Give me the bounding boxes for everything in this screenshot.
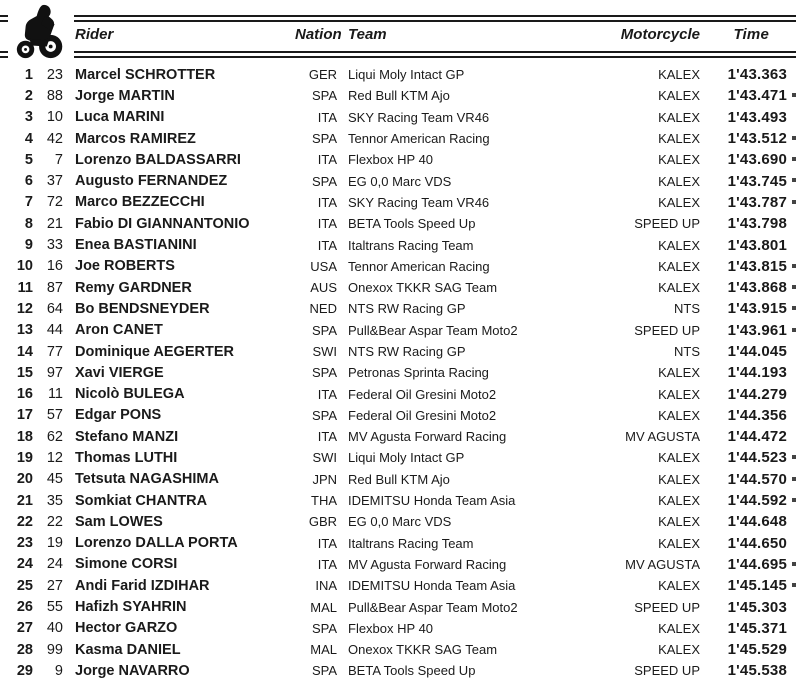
lap-time-cell: 1'44.592 [727, 492, 787, 510]
rider-name-cell: Dominique AEGERTER [75, 343, 234, 360]
lap-time-cell: 1'43.961 [727, 321, 787, 339]
cutoff-mark [792, 178, 796, 182]
rider-name-cell: Enea BASTIANINI [75, 237, 197, 254]
nation-cell: ITA [317, 237, 337, 253]
nation-cell: NED [309, 301, 337, 317]
bike-number-cell: 77 [46, 343, 63, 360]
table-row [0, 383, 796, 404]
nation-cell: THA [311, 493, 337, 509]
position-cell: 2 [24, 87, 33, 104]
rider-name-cell: Lorenzo DALLA PORTA [75, 535, 238, 552]
nation-cell: SPA [311, 620, 337, 636]
team-cell: Pull&Bear Aspar Team Moto2 [348, 322, 518, 338]
position-cell: 26 [16, 599, 33, 616]
nation-cell: ITA [317, 535, 337, 551]
column-team: Team [348, 26, 387, 43]
position-cell: 23 [16, 535, 33, 552]
cutoff-mark [792, 264, 796, 268]
position-cell: 14 [16, 343, 33, 360]
cutoff-mark [792, 200, 796, 204]
nation-cell: MAL [310, 599, 337, 615]
team-cell: Pull&Bear Aspar Team Moto2 [348, 599, 518, 615]
motorcycle-cell: MV AGUSTA [625, 556, 700, 572]
nation-cell: SPA [311, 322, 337, 338]
rider-name-cell: Augusto FERNANDEZ [75, 173, 228, 190]
team-cell: Flexbox HP 40 [348, 152, 434, 168]
team-cell: Federal Oil Gresini Moto2 [348, 386, 497, 402]
motorcycle-cell: NTS [674, 344, 700, 359]
rider-name-cell: Jorge NAVARRO [75, 662, 190, 679]
rider-name-cell: Somkiat CHANTRA [75, 492, 208, 509]
team-cell: EG 0,0 Marc VDS [348, 514, 452, 530]
motorcycle-cell: KALEX [658, 407, 700, 423]
rider-name-cell: Remy GARDNER [75, 279, 192, 296]
bike-number-cell: 35 [46, 492, 63, 509]
rider-name-cell: Stefano MANZI [75, 428, 179, 445]
position-cell: 5 [24, 151, 33, 168]
lap-time-cell: 1'44.650 [727, 534, 787, 552]
lap-time-cell: 1'44.695 [727, 555, 787, 573]
team-cell: Liqui Moly Intact GP [348, 450, 465, 466]
position-cell: 29 [16, 662, 33, 679]
motorcycle-cell: KALEX [658, 109, 700, 125]
table-row [0, 170, 796, 191]
bike-number-cell: 16 [46, 258, 63, 275]
lap-time-cell: 1'43.787 [727, 193, 787, 211]
table-row [0, 149, 796, 170]
position-cell: 18 [16, 428, 33, 445]
cutoff-mark [792, 285, 796, 289]
position-cell: 17 [16, 407, 33, 424]
lap-time-cell: 1'45.145 [727, 577, 787, 595]
bike-number-cell: 62 [46, 428, 63, 445]
motorcycle-cell: KALEX [658, 88, 700, 104]
lap-time-cell: 1'45.303 [727, 598, 787, 616]
column-motorcycle: Motorcycle [620, 26, 700, 43]
lap-time-cell: 1'44.279 [727, 385, 787, 403]
column-nation: Nation [295, 26, 342, 43]
table-row [0, 277, 796, 298]
motorcycle-cell: KALEX [658, 194, 700, 210]
table-row [0, 447, 796, 468]
header-rule-bottom-2 [0, 56, 796, 58]
team-cell: SKY Racing Team VR46 [348, 194, 490, 210]
motorcycle-cell: KALEX [658, 237, 700, 253]
bike-number-cell: 24 [46, 556, 63, 573]
position-cell: 28 [16, 641, 33, 658]
position-cell: 24 [16, 556, 33, 573]
motorcycle-cell: KALEX [658, 152, 700, 168]
position-cell: 9 [24, 237, 33, 254]
lap-time-cell: 1'44.472 [727, 428, 787, 446]
rider-name-cell: Hector GARZO [75, 620, 178, 637]
rider-name-cell: Nicolò BULEGA [75, 386, 185, 403]
cutoff-mark [792, 583, 796, 587]
bike-number-cell: 99 [46, 641, 63, 658]
team-cell: Red Bull KTM Ajo [348, 471, 450, 487]
table-row [0, 405, 796, 426]
rider-name-cell: Marcos RAMIREZ [75, 130, 196, 147]
rider-name-cell: Lorenzo BALDASSARRI [75, 151, 241, 168]
table-row [0, 490, 796, 511]
team-cell: MV Agusta Forward Racing [348, 429, 507, 445]
nation-cell: SWI [312, 450, 337, 466]
motorcycle-cell: SPEED UP [634, 599, 700, 615]
motorcycle-cell: NTS [674, 301, 700, 317]
table-row [0, 596, 796, 617]
motorcycle-cell: KALEX [658, 578, 700, 594]
team-cell: EG 0,0 Marc VDS [348, 173, 452, 189]
position-cell: 25 [16, 577, 33, 594]
bike-number-cell: 11 [47, 386, 63, 403]
lap-time-cell: 1'43.915 [727, 300, 787, 318]
lap-time-cell: 1'43.815 [727, 257, 787, 275]
rider-name-cell: Fabio DI GIANNANTONIO [75, 215, 250, 232]
bike-number-cell: 23 [46, 66, 63, 83]
bike-number-cell: 12 [46, 449, 63, 466]
nation-cell: SPA [311, 663, 337, 679]
table-row [0, 64, 796, 85]
team-cell: Flexbox HP 40 [348, 620, 434, 636]
motorcycle-cell: SPEED UP [634, 322, 700, 338]
rider-name-cell: Marcel SCHROTTER [75, 66, 216, 83]
position-cell: 20 [16, 471, 33, 488]
table-row [0, 533, 796, 554]
team-cell: Onexox TKKR SAG Team [348, 642, 498, 658]
cutoff-mark [792, 93, 796, 97]
nation-cell: AUS [310, 280, 337, 296]
table-row [0, 192, 796, 213]
cutoff-mark [792, 562, 796, 566]
motorcycle-cell: SPEED UP [634, 216, 700, 232]
motorcycle-icon [8, 0, 74, 63]
team-cell: BETA Tools Speed Up [348, 216, 476, 232]
nation-cell: ITA [317, 216, 337, 232]
table-row [0, 639, 796, 660]
bike-number-cell: 64 [46, 300, 63, 317]
motorcycle-cell: KALEX [658, 493, 700, 509]
rider-name-cell: Tetsuta NAGASHIMA [75, 471, 219, 488]
rider-name-cell: Andi Farid IZDIHAR [75, 577, 210, 594]
lap-time-cell: 1'44.648 [727, 513, 787, 531]
nation-cell: SPA [311, 131, 337, 147]
lap-time-cell: 1'43.801 [727, 236, 787, 254]
team-cell: BETA Tools Speed Up [348, 663, 476, 679]
nation-cell: SPA [311, 88, 337, 104]
team-cell: SKY Racing Team VR46 [348, 109, 490, 125]
position-cell: 22 [16, 513, 33, 530]
team-cell: Onexox TKKR SAG Team [348, 280, 498, 296]
motorcycle-cell: KALEX [658, 514, 700, 530]
nation-cell: ITA [317, 429, 337, 445]
rider-name-cell: Marco BEZZECCHI [75, 194, 205, 211]
nation-cell: MAL [310, 642, 337, 658]
position-cell: 21 [16, 492, 33, 509]
lap-time-cell: 1'45.529 [727, 641, 787, 659]
motorcycle-cell: KALEX [658, 258, 700, 274]
motorcycle-cell: KALEX [658, 471, 700, 487]
motorcycle-cell: SPEED UP [634, 663, 700, 679]
position-cell: 19 [16, 449, 33, 466]
bike-number-cell: 9 [54, 662, 63, 679]
rider-name-cell: Luca MARINI [75, 109, 165, 126]
table-row [0, 234, 796, 255]
motorcycle-cell: KALEX [658, 386, 700, 402]
bike-number-cell: 19 [46, 535, 63, 552]
bike-number-cell: 42 [46, 130, 63, 147]
bike-number-cell: 33 [46, 237, 63, 254]
table-row [0, 362, 796, 383]
position-cell: 15 [16, 364, 33, 381]
rider-name-cell: Bo BENDSNEYDER [75, 300, 210, 317]
nation-cell: SPA [311, 365, 337, 381]
table-row [0, 511, 796, 532]
motorcycle-cell: KALEX [658, 173, 700, 189]
position-cell: 8 [24, 215, 33, 232]
motorcycle-cell: KALEX [658, 535, 700, 551]
rider-name-cell: Xavi VIERGE [75, 364, 164, 381]
position-cell: 11 [17, 279, 33, 296]
bike-number-cell: 44 [46, 322, 63, 339]
motorcycle-cell: KALEX [658, 620, 700, 636]
lap-time-cell: 1'43.493 [727, 108, 787, 126]
position-cell: 13 [16, 322, 33, 339]
team-cell: Italtrans Racing Team [348, 535, 474, 551]
bike-number-cell: 55 [46, 599, 63, 616]
bike-number-cell: 37 [46, 173, 63, 190]
team-cell: MV Agusta Forward Racing [348, 556, 507, 572]
lap-time-cell: 1'43.363 [727, 66, 787, 84]
bike-number-cell: 45 [46, 471, 63, 488]
lap-time-cell: 1'43.471 [727, 87, 787, 105]
table-row [0, 298, 796, 319]
table-row [0, 320, 796, 341]
nation-cell: SWI [312, 344, 337, 359]
nation-cell: ITA [317, 386, 337, 402]
position-cell: 4 [24, 130, 33, 147]
rider-name-cell: Simone CORSI [75, 556, 178, 573]
results-rows [0, 60, 796, 682]
table-row [0, 107, 796, 128]
table-row [0, 575, 796, 596]
rider-name-cell: Sam LOWES [75, 513, 163, 530]
team-cell: Italtrans Racing Team [348, 237, 474, 253]
table-row [0, 469, 796, 490]
bike-number-cell: 22 [46, 513, 63, 530]
rider-name-cell: Jorge MARTIN [75, 87, 175, 104]
team-cell: Tennor American Racing [348, 258, 490, 274]
team-cell: IDEMITSU Honda Team Asia [348, 493, 516, 509]
motorcycle-cell: KALEX [658, 67, 700, 83]
motorcycle-cell: KALEX [658, 280, 700, 296]
rider-name-cell: Joe ROBERTS [75, 258, 175, 275]
position-cell: 16 [16, 386, 33, 403]
cutoff-mark [792, 306, 796, 310]
table-row [0, 426, 796, 447]
table-row [0, 618, 796, 639]
rider-name-cell: Edgar PONS [75, 407, 162, 424]
nation-cell: JPN [312, 471, 337, 487]
bike-number-cell: 88 [46, 87, 63, 104]
column-time: Time [733, 26, 769, 43]
table-row [0, 341, 796, 362]
nation-cell: ITA [317, 109, 337, 125]
rider-name-cell: Hafizh SYAHRIN [75, 599, 187, 616]
nation-cell: SPA [311, 407, 337, 423]
lap-time-cell: 1'43.690 [727, 151, 787, 169]
bike-number-cell: 21 [46, 215, 63, 232]
table-row [0, 660, 796, 681]
motorcycle-cell: KALEX [658, 365, 700, 381]
lap-time-cell: 1'44.193 [727, 364, 787, 382]
bike-number-cell: 57 [46, 407, 63, 424]
lap-time-cell: 1'43.868 [727, 279, 787, 297]
position-cell: 3 [24, 109, 33, 126]
motorcycle-cell: KALEX [658, 131, 700, 147]
lap-time-cell: 1'45.371 [727, 619, 787, 637]
team-cell: Tennor American Racing [348, 131, 490, 147]
cutoff-mark [792, 477, 796, 481]
nation-cell: SPA [311, 173, 337, 189]
team-cell: NTS RW Racing GP [348, 301, 466, 317]
nation-cell: ITA [317, 194, 337, 210]
lap-time-cell: 1'43.798 [727, 215, 787, 233]
nation-cell: GER [308, 67, 337, 83]
lap-time-cell: 1'44.045 [727, 343, 787, 360]
lap-time-cell: 1'44.356 [727, 406, 787, 424]
table-row [0, 554, 796, 575]
column-rider: Rider [75, 26, 114, 43]
motorcycle-cell: MV AGUSTA [625, 429, 700, 445]
bike-number-cell: 10 [46, 109, 63, 126]
cutoff-mark [792, 136, 796, 140]
nation-cell: ITA [317, 152, 337, 168]
nation-cell: INA [315, 578, 337, 594]
team-cell: Liqui Moly Intact GP [348, 67, 465, 83]
position-cell: 10 [16, 258, 33, 275]
nation-cell: USA [310, 258, 337, 274]
bike-number-cell: 87 [46, 279, 63, 296]
team-cell: IDEMITSU Honda Team Asia [348, 578, 516, 594]
rider-name-cell: Thomas LUTHI [75, 449, 178, 466]
position-cell: 12 [16, 300, 33, 317]
lap-time-cell: 1'43.512 [727, 130, 787, 148]
team-cell: Federal Oil Gresini Moto2 [348, 407, 497, 423]
team-cell: NTS RW Racing GP [348, 344, 466, 359]
nation-cell: GBR [308, 514, 337, 530]
position-cell: 6 [24, 173, 33, 190]
cutoff-mark [792, 498, 796, 502]
lap-time-cell: 1'45.538 [727, 662, 787, 680]
team-cell: Red Bull KTM Ajo [348, 88, 450, 104]
bike-number-cell: 27 [46, 577, 63, 594]
bike-number-cell: 40 [46, 620, 63, 637]
table-header [0, 26, 796, 43]
table-row [0, 213, 796, 234]
cutoff-mark [792, 328, 796, 332]
lap-time-cell: 1'44.570 [727, 470, 787, 488]
lap-time-cell: 1'44.523 [727, 449, 787, 467]
rider-name-cell: Aron CANET [75, 322, 163, 339]
nation-cell: ITA [317, 556, 337, 572]
position-cell: 7 [24, 194, 33, 211]
motorcycle-cell: KALEX [658, 450, 700, 466]
table-row [0, 85, 796, 106]
rider-name-cell: Kasma DANIEL [75, 641, 181, 658]
cutoff-mark [792, 157, 796, 161]
cutoff-mark [792, 455, 796, 459]
bike-number-cell: 72 [46, 194, 63, 211]
header-rule-bottom-1 [0, 51, 796, 53]
team-cell: Petronas Sprinta Racing [348, 365, 489, 381]
table-row [0, 128, 796, 149]
position-cell: 27 [16, 620, 33, 637]
table-row [0, 256, 796, 277]
position-cell: 1 [24, 66, 33, 83]
header-rule-top-2 [0, 20, 796, 22]
header-rule-top-1 [0, 15, 796, 17]
bike-number-cell: 7 [54, 151, 63, 168]
motorcycle-cell: KALEX [658, 642, 700, 658]
lap-time-cell: 1'43.745 [727, 172, 787, 190]
bike-number-cell: 97 [46, 364, 63, 381]
